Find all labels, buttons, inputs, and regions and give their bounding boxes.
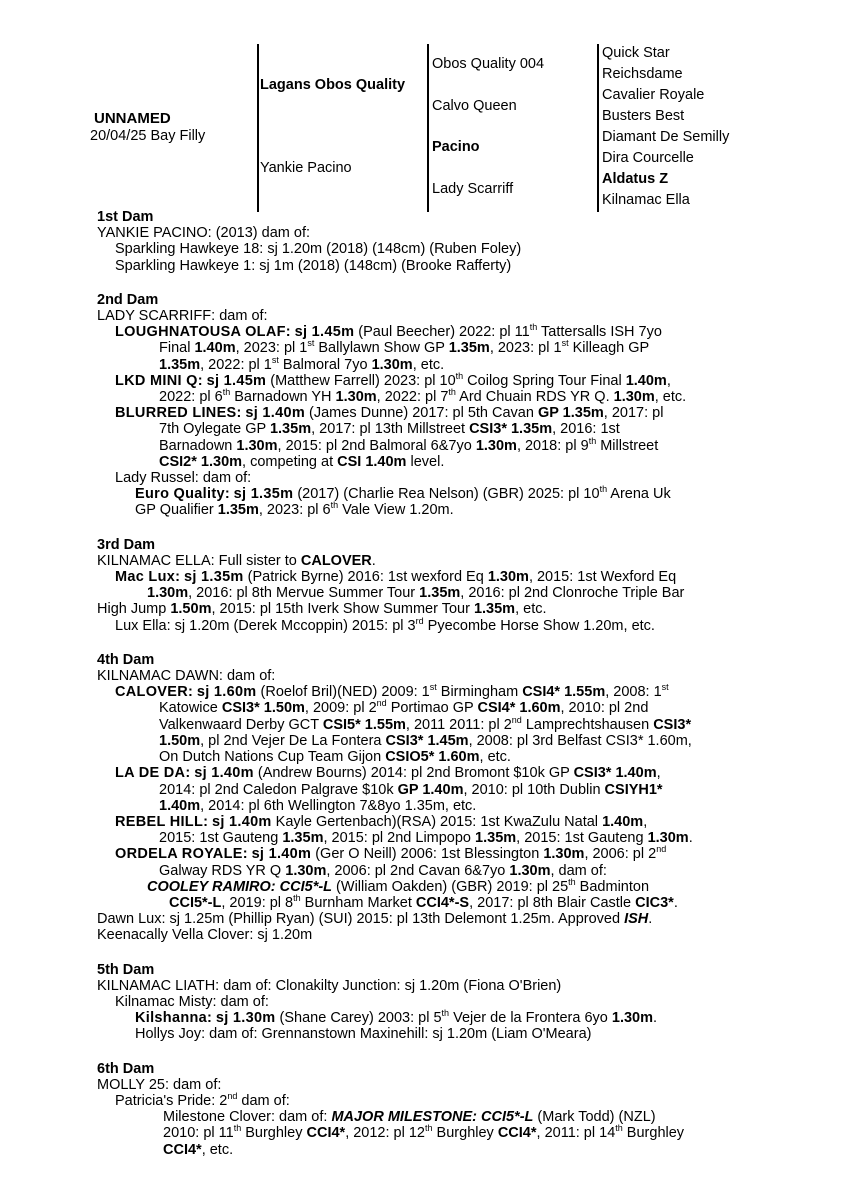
pedigree-divider <box>257 44 259 212</box>
progeny-entry-cont: Final 1.40m, 2023: pl 1st Ballylawn Show GP 1.35m, 2023: pl 1st Killeagh GP <box>159 338 650 357</box>
dam-dam: Lady Scarriff <box>432 181 514 197</box>
progeny-entry: Dawn Lux: sj 1.25m (Phillip Ryan) (SUI) 2015: pl 13th Delemont 1.25m. Approved ISH. <box>97 911 653 928</box>
progeny-entry: Mac Lux: sj 1.35m (Patrick Byrne) 2016: 1st wexford Eq 1.30m, 2015: 1st Wexford Eq <box>115 569 677 586</box>
gen4-ancestor: Aldatus Z <box>602 171 669 187</box>
progeny-entry-cont: CSI2* 1.30m, competing at CSI 1.40m level. <box>159 453 445 470</box>
progeny-entry: Hollys Joy: dam of: Grennanstown Maxinehill: sj 1.20m (Liam O'Meara) <box>135 1026 592 1043</box>
horse-details: 20/04/25 Bay Filly <box>90 128 206 144</box>
progeny-entry-cont: CCI4*, etc. <box>163 1141 234 1158</box>
dam-intro: Patricia's Pride: 2nd dam of: <box>115 1091 290 1109</box>
progeny-entry-cont: 2010: pl 11th Burghley CCI4*, 2012: pl 12th Burghley CCI4*, 2011: pl 14th Burghley <box>163 1123 685 1142</box>
progeny-entry: CALOVER: sj 1.60m (Roelof Bril)(NED) 2009: 1st Birmingham CSI4* 1.55m, 2008: 1st <box>115 682 669 701</box>
progeny-entry: ORDELA ROYALE: sj 1.40m (Ger O Neill) 2006: 1st Blessington 1.30m, 2006: pl 2nd <box>115 844 667 863</box>
dam-intro: KILNAMAC DAWN: dam of: <box>97 668 276 685</box>
horse-name: LOUGHNATOUSA OLAF <box>115 324 286 341</box>
pedigree-divider <box>597 44 599 212</box>
progeny-entry: Milestone Clover: dam of: MAJOR MILESTONE: CCI5*-L (Mark Todd) (NZL) <box>163 1109 656 1126</box>
gen4-ancestor: Busters Best <box>602 108 685 124</box>
dam-intro: MOLLY 25: dam of: <box>97 1076 222 1093</box>
progeny-entry: Euro Quality: sj 1.35m (2017) (Charlie Rea Nelson) (GBR) 2025: pl 10th Arena Uk <box>135 484 671 503</box>
progeny-entry: REBEL HILL: sj 1.40m Kayle Gertenbach)(RSA) 2015: 1st KwaZulu Natal 1.40m, <box>115 813 648 830</box>
gen4-ancestor: Cavalier Royale <box>602 87 705 103</box>
gen4-ancestor: Kilnamac Ella <box>602 192 690 208</box>
progeny-entry: COOLEY RAMIRO: CCI5*-L (William Oakden) (GBR) 2019: pl 25th Badminton <box>147 876 650 895</box>
dam-sire: Pacino <box>432 139 480 155</box>
section-heading: 1st Dam <box>97 209 154 225</box>
gen4-ancestor: Diamant De Semilly <box>602 129 730 145</box>
progeny-entry-cont: 2015: 1st Gauteng 1.35m, 2015: pl 2nd Limpopo 1.35m, 2015: 1st Gauteng 1.30m. <box>159 830 693 847</box>
progeny-entry-cont: 2022: pl 6th Barnadown YH 1.30m, 2022: pl 7th Ard Chuain RDS YR Q. 1.30m, etc. <box>159 387 687 406</box>
progeny-entry: LA DE DA: sj 1.40m (Andrew Bourns) 2014: pl 2nd Bromont $10k GP CSI3* 1.40m, <box>115 765 661 782</box>
section-heading: 5th Dam <box>97 961 155 978</box>
progeny-entry-cont: 1.30m, 2016: pl 8th Mervue Summer Tour 1.35m, 2016: pl 2nd Clonroche Triple Bar <box>147 585 685 602</box>
progeny-entry-cont: 1.35m, 2022: pl 1st Balmoral 7yo 1.30m, etc. <box>159 354 445 373</box>
progeny-entry: LOUGHNATOUSA OLAF: sj 1.45m (Paul Beecher) 2022: pl 11th Tattersalls ISH 7yo <box>115 322 662 341</box>
progeny-entry-cont: GP Qualifier 1.35m, 2023: pl 6th Vale View 1.20m. <box>135 500 454 519</box>
progeny-entry-cont: High Jump 1.50m, 2015: pl 15th Iverk Show Summer Tour 1.35m, etc. <box>97 601 547 618</box>
progeny-entry-cont: 2014: pl 2nd Caledon Palgrave $10k GP 1.40m, 2010: pl 10th Dublin CSIYH1* <box>159 781 663 798</box>
dam-line-details <box>97 209 817 1158</box>
section-heading: 2nd Dam <box>97 291 159 308</box>
sire-sire: Obos Quality 004 <box>432 56 545 72</box>
dam-intro: Lady Russel: dam of: <box>115 470 252 487</box>
progeny-entry-cont: 7th Oylegate GP 1.35m, 2017: pl 13th Millstreet CSI3* 1.35m, 2016: 1st <box>159 421 620 438</box>
progeny-entry: Lux Ella: sj 1.20m (Derek Mccoppin) 2015: pl 3rd Pyecombe Horse Show 1.20m, etc. <box>115 615 655 634</box>
sire-dam: Calvo Queen <box>432 98 517 114</box>
pedigree-divider <box>427 44 429 212</box>
progeny-entry-cont: 1.50m, pl 2nd Vejer De La Fontera CSI3* 1.45m, 2008: pl 3rd Belfast CSI3* 1.60m, <box>159 732 692 749</box>
sire-name: Lagans Obos Quality <box>260 77 406 93</box>
dam-name: Yankie Pacino <box>260 160 352 176</box>
progeny-entry-cont: 1.40m, 2014: pl 6th Wellington 7&8yo 1.35m, etc. <box>159 797 477 814</box>
gen4-ancestor: Dira Courcelle <box>602 150 694 166</box>
dam-intro: LADY SCARRIFF: dam of: <box>97 308 268 325</box>
section-heading: 4th Dam <box>97 651 155 668</box>
gen4-ancestor: Reichsdame <box>602 66 683 82</box>
result: sj 1.45m <box>294 324 355 341</box>
progeny-entry-cont: Galway RDS YR Q 1.30m, 2006: pl 2nd Cavan 6&7yo 1.30m, dam of: <box>159 862 607 879</box>
dam-intro: KILNAMAC ELLA: Full sister to CALOVER. <box>97 552 376 569</box>
section-heading: 6th Dam <box>97 1060 155 1077</box>
progeny-entry-cont: CCI5*-L, 2019: pl 8th Burnham Market CCI4*-S, 2017: pl 8th Blair Castle CIC3*. <box>169 893 678 911</box>
progeny-entry: Keenacally Vella Clover: sj 1.20m <box>97 927 313 944</box>
section-heading: 3rd Dam <box>97 536 156 553</box>
dam-intro: KILNAMAC LIATH: dam of: Clonakilty Junction: sj 1.20m (Fiona O'Brien) <box>97 977 562 994</box>
progeny-entry-cont: On Dutch Nations Cup Team Gijon CSIO5* 1.60m, etc. <box>159 749 511 766</box>
progeny-entry: BLURRED LINES: sj 1.40m (James Dunne) 2017: pl 5th Cavan GP 1.35m, 2017: pl <box>115 405 664 422</box>
dam-intro: YANKIE PACINO: (2013) dam of: <box>97 225 311 242</box>
gen4-ancestor: Quick Star <box>602 45 670 61</box>
progeny-entry-cont: Barnadown 1.30m, 2015: pl 2nd Balmoral 6&7yo 1.30m, 2018: pl 9th Millstreet <box>159 435 659 454</box>
progeny-entry-cont: Valkenwaard Derby GCT CSI5* 1.55m, 2011 2011: pl 2nd Lamprechtshausen CSI3* <box>159 714 692 733</box>
horse-name: UNNAMED <box>94 110 171 127</box>
progeny-entry-cont: Katowice CSI3* 1.50m, 2009: pl 2nd Portimao GP CSI4* 1.60m, 2010: pl 2nd <box>159 698 649 717</box>
progeny-entry: LKD MINI Q: sj 1.45m (Matthew Farrell) 2023: pl 10th Coilog Spring Tour Final 1.40m, <box>115 371 671 389</box>
progeny-entry: Sparkling Hawkeye 1: sj 1m (2018) (148cm) (Brooke Rafferty) <box>115 257 512 274</box>
progeny-entry: Sparkling Hawkeye 18: sj 1.20m (2018) (148cm) (Ruben Foley) <box>115 241 522 258</box>
progeny-entry: Kilshanna: sj 1.30m (Shane Carey) 2003: pl 5th Vejer de la Frontera 6yo 1.30m. <box>135 1008 658 1027</box>
dam-intro: Kilnamac Misty: dam of: <box>115 993 269 1010</box>
